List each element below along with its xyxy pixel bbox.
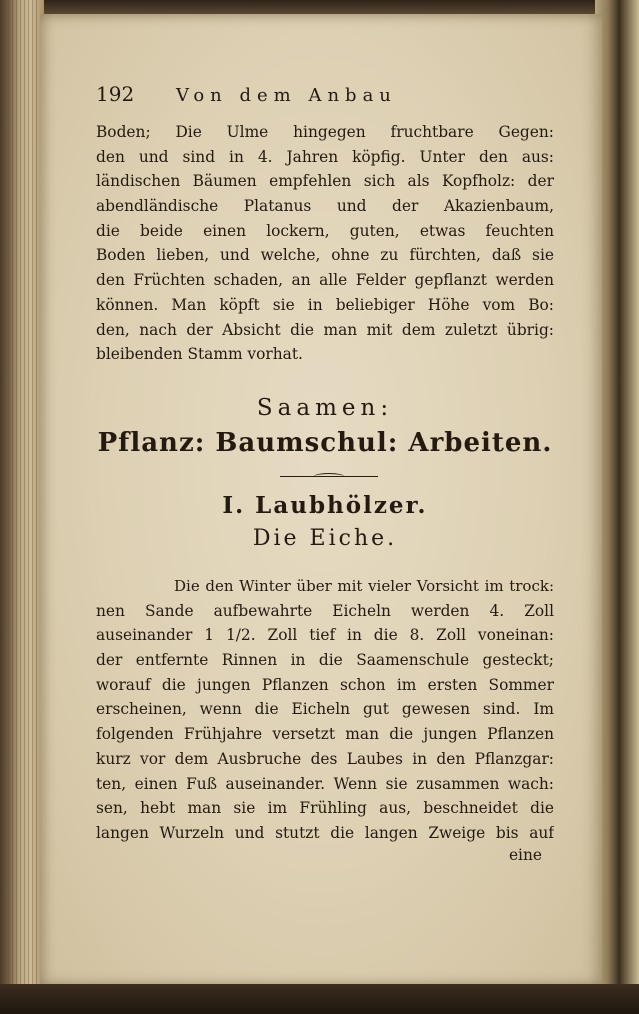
running-title: Von dem Anbau: [176, 85, 397, 106]
species-heading: Die Eiche.: [252, 526, 398, 551]
subsection-title: I. Laubhölzer.: [222, 492, 428, 519]
section-title-line-1: Saamen:: [256, 395, 394, 421]
text-line: Die den Winter über mit vieler Vorsicht im trock:: [174, 577, 554, 595]
text-line: Boden; Die Ulme hingegen fruchtbare Gegen:: [96, 123, 554, 141]
text-line: erscheinen, wenn die Eicheln gut gewesen sind. Im: [96, 700, 554, 719]
text-line: auseinander 1 1/2. Zoll tief in die 8. Zoll voneinan:: [96, 626, 554, 645]
paragraph-oak: [96, 574, 554, 846]
text-line: abendländische Platanus und der Akazienbaum,: [96, 197, 554, 216]
text-line: den Früchten schaden, an alle Felder gepflanzt werden: [96, 271, 554, 290]
book-page-stack-edge: [0, 0, 44, 1014]
text-line: worauf die jungen Pflanzen schon im ersten Sommer: [96, 675, 554, 694]
text-line: können. Man köpft sie in beliebiger Höhe vom Bo:: [96, 295, 554, 314]
text-line: kurz vor dem Ausbruche des Laubes in den Pflanzgar:: [96, 749, 554, 768]
catchword: eine: [508, 846, 542, 864]
text-line: sen, hebt man sie im Frühling aus, beschneidet die: [96, 799, 554, 818]
text-line: folgenden Frühjahre versetzt man die jungen Pflanzen: [96, 725, 554, 744]
text-line: ten, einen Fuß auseinander. Wenn sie zusammen wach:: [96, 774, 554, 793]
running-head: [96, 82, 476, 112]
text-line: den und sind in 4. Jahren köpfig. Unter den aus:: [96, 147, 554, 166]
text-line: ländischen Bäumen empfehlen sich als Kopfholz: der: [96, 172, 554, 191]
page-number: 192: [96, 82, 135, 106]
ornamental-rule: [280, 476, 378, 477]
scan-bottom-edge: [0, 984, 639, 1014]
text-line: den, nach der Absicht die man mit dem zuletzt übrig:: [96, 320, 554, 339]
scan-top-edge: [0, 0, 639, 14]
text-line: die beide einen lockern, guten, etwas feuchten: [96, 221, 554, 240]
text-line: Boden lieben, und welche, ohne zu fürchten, daß sie: [96, 246, 554, 265]
section-title-line-2: Pflanz: Baumschul: Arbeiten.: [97, 428, 553, 458]
text-line: langen Wurzeln und stutzt die langen Zweige bis auf: [96, 823, 554, 842]
paragraph-continued: [96, 120, 554, 367]
text-line: der entfernte Rinnen in die Saamenschule gesteckt;: [96, 651, 554, 670]
text-line: nen Sande aufbewahrte Eicheln werden 4. Zoll: [96, 601, 554, 620]
text-line: bleibenden Stamm vorhat.: [96, 345, 303, 364]
